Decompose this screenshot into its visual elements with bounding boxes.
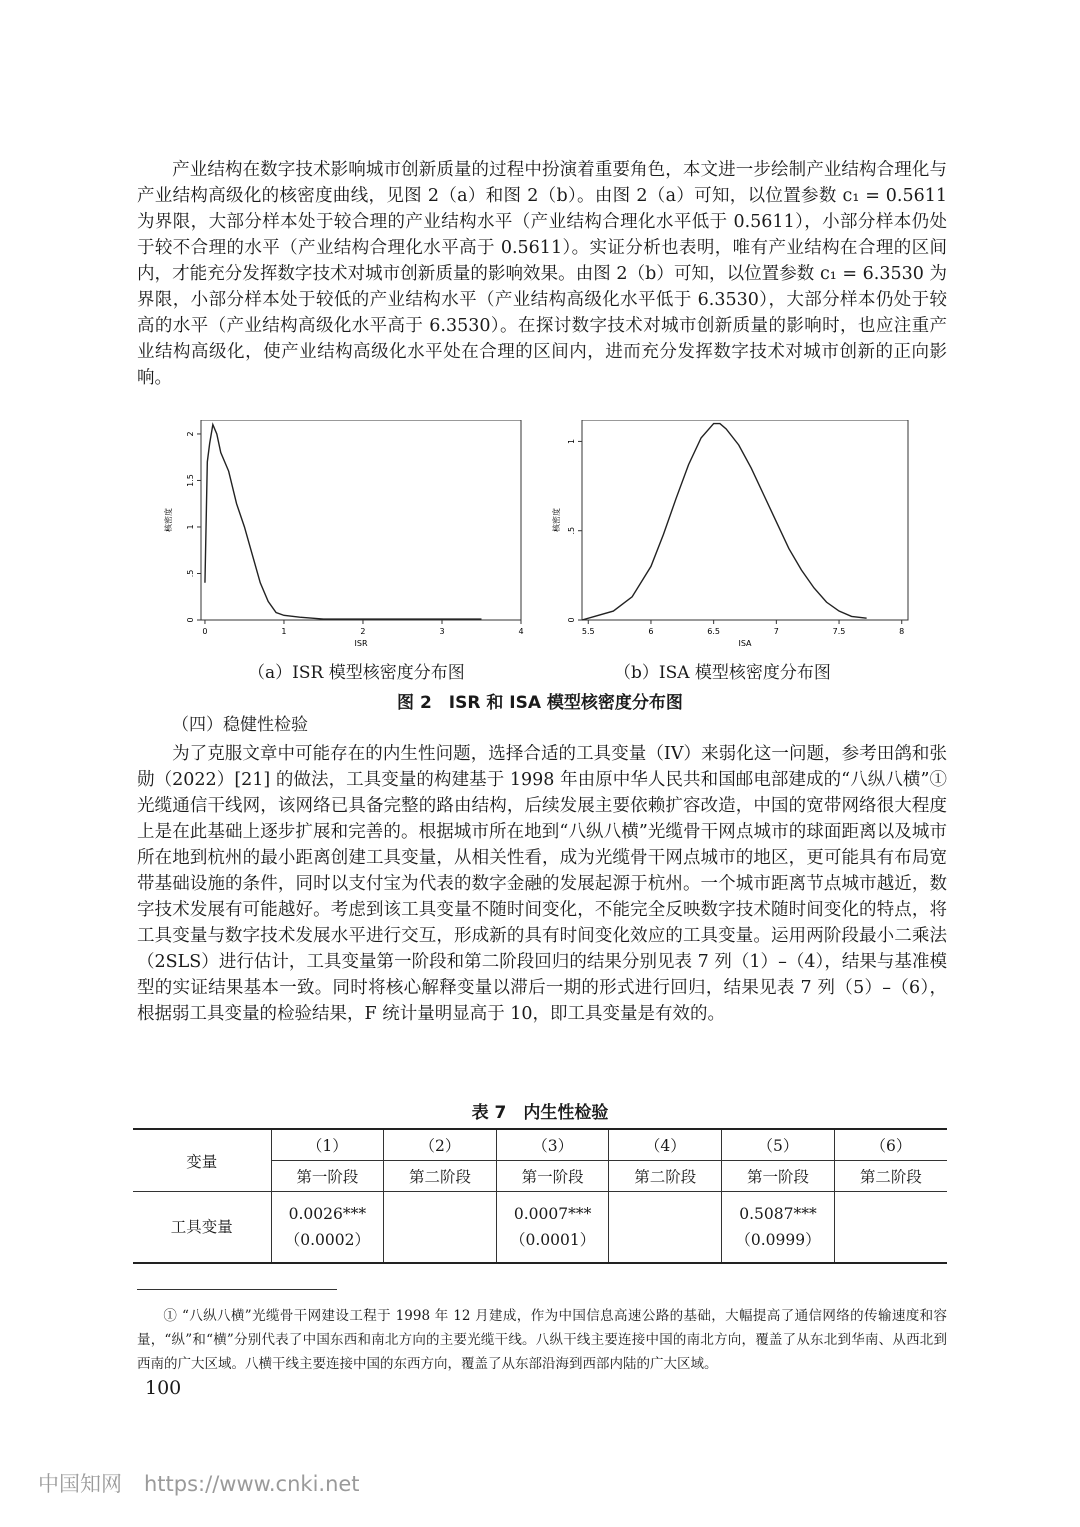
x-tick-label: 6.5 — [707, 627, 721, 636]
watermark-url: https://www.cnki.net — [144, 1472, 360, 1496]
y-axis-label: 核密度 — [164, 508, 173, 532]
plot-frame — [201, 420, 521, 620]
col-stage: 第二阶段 — [384, 1161, 497, 1192]
table-cell — [384, 1192, 497, 1264]
section-heading: （四）稳健性检验 — [172, 715, 308, 735]
x-tick-label: 0 — [202, 627, 208, 636]
cnki-watermark — [38, 1468, 360, 1498]
x-tick-label: 4 — [518, 627, 524, 636]
page-number: 100 — [145, 1377, 182, 1399]
coef-value: 0.0026*** — [288, 1205, 367, 1223]
footnote-text: ① “八纵八横”光缆骨干网建设工程于 1998 年 12 月建成，作为中国信息高速公路的基础，大幅提高了通信网络的传输速度和容量，“纵”和“横”分别代表了中国东西和南北方向的主要光缆干线。八纵干线主要连接中国的南北方向，覆盖了从东北到华南、从西北到西南的广大区域。八横干线主要连接中国的东西方向，覆盖了从东部沿海到西部内陆的广大区域。 — [137, 1308, 947, 1372]
col-number: （6） — [834, 1129, 947, 1161]
header-variable: 变量 — [133, 1129, 271, 1192]
table-cell — [722, 1192, 835, 1264]
x-tick-label: 8 — [899, 627, 905, 636]
footnote — [137, 1304, 947, 1376]
table-cell — [609, 1192, 722, 1264]
figure-title: 图 2 ISR 和 ISA 模型核密度分布图 — [397, 693, 683, 713]
paragraph1-text: 产业结构在数字技术影响城市创新质量的过程中扮演着重要角色，本文进一步绘制产业结构合理化与产业结构高级化的核密度曲线，见图 2（a）和图 2（b）。由图 2（a）可知，以位置参数 c₁ = 0.5611 为界限，大部分样本处于较合理的产业结构水平（产业结构合理化水平低于 0.5611），小部分样本仍处于较不合理的水平（产业结构合理化水平高于 0.5611）。实证分析也表明，唯有产业结构在合理的区间内，才能充分发挥数字技术对城市创新质量的影响效果。由图 2（b）可知，以位置参数 c₁ = 6.3530 为界限，小部分样本处于较低的产业结构水平（产业结构高级化水平低于 6.3530），大部分样本仍处于较高的水平（产业结构高级化水平高于 6.3530）。在探讨数字技术对城市创新质量的影响时，也应注重产业结构高级化，使产业结构高级化水平处在合理的区间内，进而充分发挥数字技术对城市创新的正向影响。 — [137, 160, 947, 388]
col-number: （3） — [496, 1129, 609, 1161]
x-tick-label: 2 — [360, 627, 366, 636]
y-tick-label: 1 — [186, 524, 195, 530]
isa-density-line — [582, 424, 867, 620]
y-tick-label: .5 — [567, 526, 576, 535]
col-number: （4） — [609, 1129, 722, 1161]
figure-b-caption: （b）ISA 模型核密度分布图 — [614, 663, 831, 683]
col-number: （1） — [271, 1129, 384, 1161]
col-stage: 第二阶段 — [609, 1161, 722, 1192]
paragraph-industrial-structure — [137, 157, 947, 391]
paragraph2-text: 为了克服文章中可能存在的内生性问题，选择合适的工具变量（IV）来弱化这一问题，参考田鸽和张勋（2022）[21] 的做法，工具变量的构建基于 1998 年由原中华人民共和国邮电部建成的“八纵八横”① 光缆通信干线网，该网络已具备完整的路由结构，后续发展主要依赖扩容改造，中国的宽带网络很大程度上是在此基础上逐步扩展和完善的。根据城市所在地到“八纵八横”光缆骨干网点城市的球面距离以及城市所在地到杭州的最小距离创建工具变量，从相关性看，成为光缆骨干网点城市的地区，更可能具有布局宽带基础设施的条件，同时以支付宝为代表的数字金融的发展起源于杭州。一个城市距离节点城市越近，数字技术发展有可能越好。考虑到该工具变量不随时间变化，不能完全反映数字技术随时间变化的特点，将工具变量与数字技术发展水平进行交互，形成新的具有时间变化效应的工具变量。运用两阶段最小二乘法（2SLS）进行估计，工具变量第一阶段和第二阶段回归的结果分别见表 7 列（1）–（4），结果与基准模型的实证结果基本一致。同时将核心解释变量以滞后一期的形式进行回归，结果见表 7 列（5）–（6），根据弱工具变量的检验结果，F 统计量明显高于 10，即工具变量是有效的。 — [137, 744, 947, 1024]
x-axis-label: ISR — [354, 639, 368, 648]
isr-density-line — [205, 425, 482, 619]
paragraph-robustness — [137, 741, 947, 1027]
y-tick-label: 1.5 — [186, 474, 195, 487]
x-tick-label: 7 — [773, 627, 779, 636]
x-tick-label: 3 — [439, 627, 445, 636]
y-tick-label: 0 — [186, 617, 195, 623]
y-axis-label: 核密度 — [552, 508, 561, 532]
col-stage: 第一阶段 — [496, 1161, 609, 1192]
row-label: 工具变量 — [133, 1192, 271, 1264]
y-tick-label: .5 — [186, 569, 195, 578]
watermark-brand: 中国知网 — [38, 1472, 122, 1496]
footnote-divider — [137, 1289, 337, 1290]
se-value: （0.0002） — [284, 1231, 370, 1249]
table-cell — [271, 1192, 384, 1264]
table-cell — [834, 1192, 947, 1264]
y-tick-label: 1 — [567, 438, 576, 444]
se-value: （0.0999） — [735, 1231, 821, 1249]
x-axis-label: ISA — [738, 639, 752, 648]
x-tick-label: 5.5 — [581, 627, 595, 636]
chart-isa-density — [548, 420, 918, 650]
x-tick-label: 7.5 — [832, 627, 846, 636]
y-tick-label: 0 — [567, 617, 576, 623]
col-number: （5） — [722, 1129, 835, 1161]
y-tick-label: 2 — [186, 431, 195, 437]
figure-a-caption: （a）ISR 模型核密度分布图 — [248, 663, 465, 683]
x-tick-label: 6 — [648, 627, 654, 636]
plot-frame — [582, 420, 908, 620]
table-title: 表 7 内生性检验 — [471, 1103, 609, 1123]
se-value: （0.0001） — [510, 1231, 596, 1249]
chart-isr-density — [160, 420, 530, 650]
coef-value: 0.0007*** — [513, 1205, 592, 1223]
coef-value: 0.5087*** — [739, 1205, 817, 1223]
x-tick-label: 1 — [281, 627, 287, 636]
table-cell — [496, 1192, 609, 1264]
col-stage: 第一阶段 — [271, 1161, 384, 1192]
col-stage: 第一阶段 — [722, 1161, 835, 1192]
col-number: （2） — [384, 1129, 497, 1161]
col-stage: 第二阶段 — [834, 1161, 947, 1192]
endogeneity-table — [133, 1128, 947, 1264]
